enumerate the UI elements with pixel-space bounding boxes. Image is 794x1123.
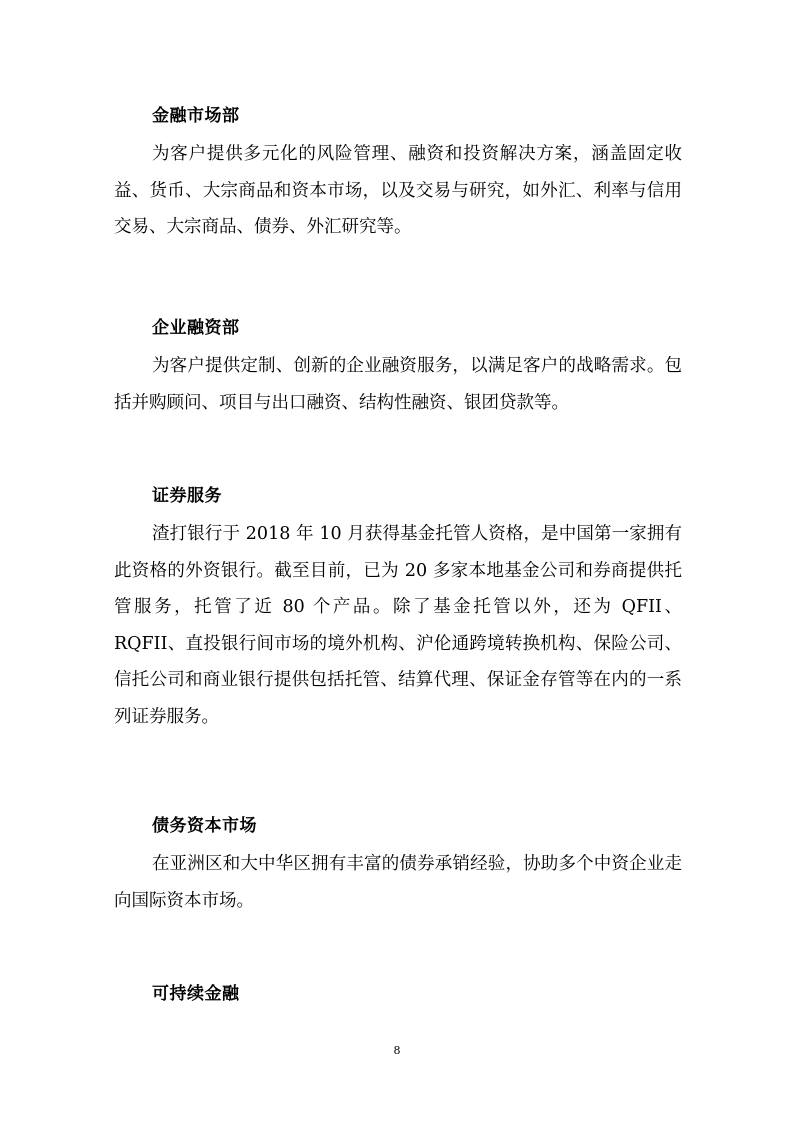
section-debt-capital-markets bbox=[114, 814, 682, 919]
section-title: 金融市场部 bbox=[152, 106, 240, 126]
section-body: 为客户提供定制、创新的企业融资服务，以满足客户的战略需求。包括并购顾问、项目与出口融资、结构性融资、银团贷款等。 bbox=[114, 356, 682, 413]
section-financial-markets bbox=[114, 104, 682, 246]
section-title: 证券服务 bbox=[152, 486, 222, 506]
section-title: 债务资本市场 bbox=[152, 816, 257, 836]
section-title: 企业融资部 bbox=[152, 318, 240, 338]
section-body: 渣打银行于 2018 年 10 月获得基金托管人资格，是中国第一家拥有此资格的外资银行。截至目前，已为 20 多家本地基金公司和券商提供托管服务，托管了近 80 个产品。除了基金托管以外，还为 QFII、RQFII、直投银行间市场的境外机构、沪伦通跨境转换机构、保险公司、信托公司和商业银行提供包括托管、结算代理、保证金存管等在内的一系列证券服务。 bbox=[114, 524, 682, 727]
section-sustainable-finance bbox=[114, 982, 682, 1006]
section-body: 为客户提供多元化的风险管理、融资和投资解决方案，涵盖固定收益、货币、大宗商品和资本市场，以及交易与研究，如外汇、利率与信用交易、大宗商品、债券、外汇研究等。 bbox=[114, 144, 682, 237]
section-title: 可持续金融 bbox=[152, 984, 240, 1004]
section-securities-services bbox=[114, 484, 682, 735]
page-number: 8 bbox=[393, 1044, 401, 1057]
section-body: 在亚洲区和大中华区拥有丰富的债券承销经验，协助多个中资企业走向国际资本市场。 bbox=[114, 854, 682, 911]
section-corporate-finance bbox=[114, 316, 682, 421]
